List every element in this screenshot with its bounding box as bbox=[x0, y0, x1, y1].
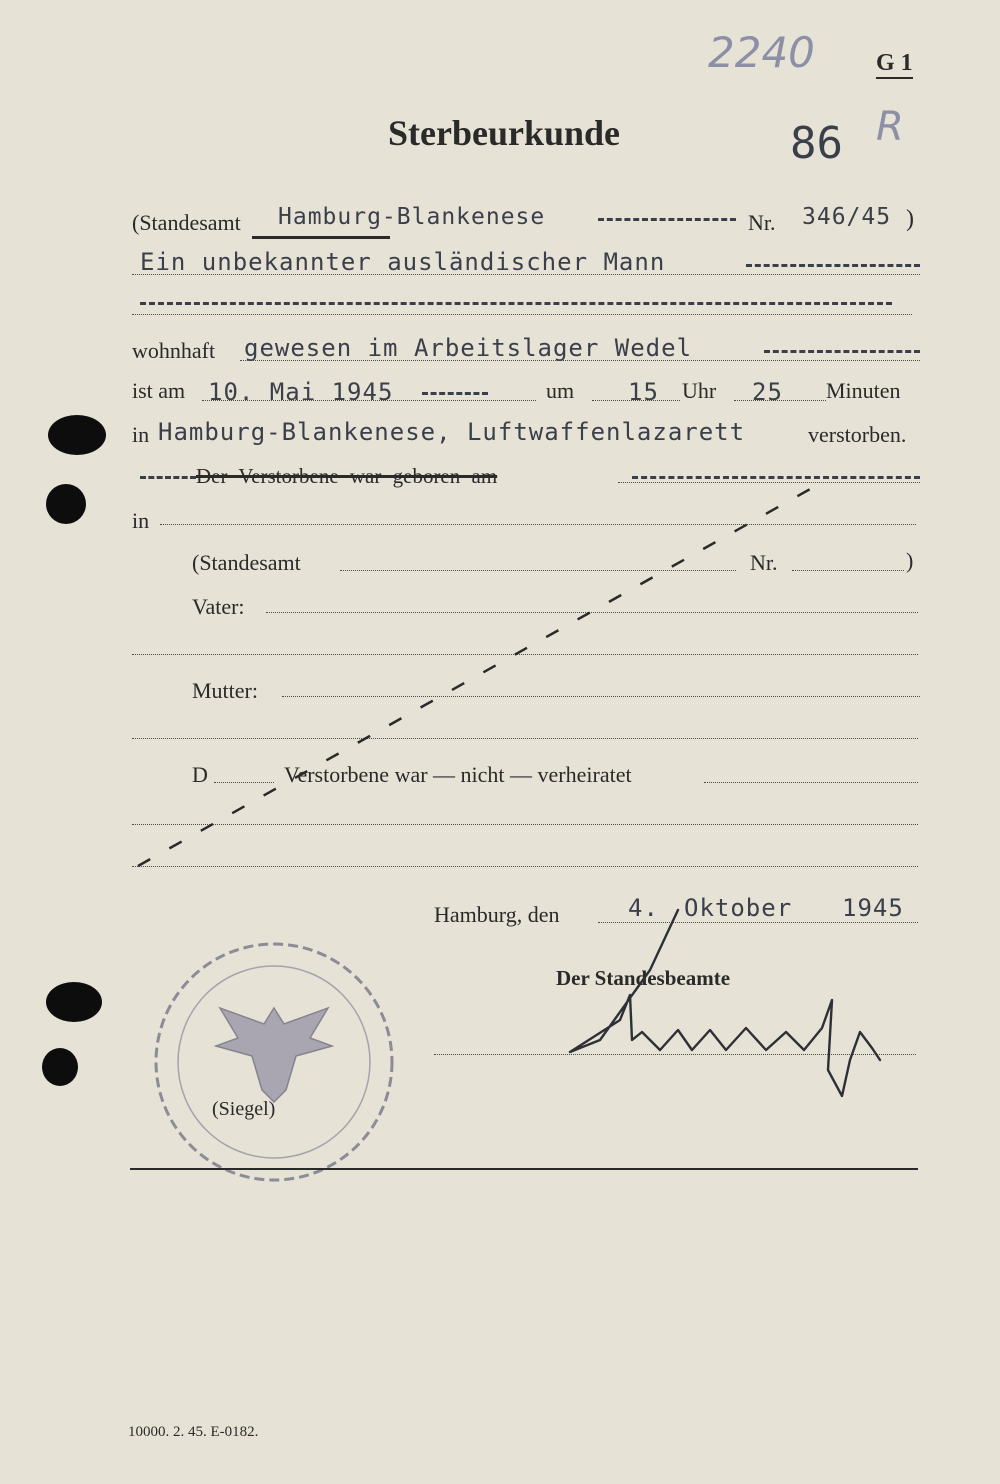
in-label: in bbox=[132, 508, 150, 533]
certificate-number: 86 bbox=[790, 118, 843, 169]
minuten-label: Minuten bbox=[826, 378, 901, 403]
register-number: 346/45 bbox=[802, 204, 892, 230]
d-label: D bbox=[192, 762, 208, 787]
standesamt-label: (Standesamt bbox=[132, 210, 241, 235]
margin-mark: R bbox=[876, 104, 904, 150]
residence-label: wohnhaft bbox=[132, 338, 216, 363]
close-paren: ) bbox=[906, 206, 914, 232]
born-line-struck: Der Verstorbene war geboren am bbox=[196, 464, 498, 488]
official-title: Der Standesbeamte bbox=[556, 966, 731, 990]
in-label: in bbox=[132, 422, 150, 447]
issue-year: 1945 bbox=[842, 894, 904, 922]
close-paren: ) bbox=[906, 548, 914, 573]
official-seal bbox=[150, 938, 400, 1188]
archive-number: 2240 bbox=[708, 28, 815, 77]
uhr-label: Uhr bbox=[682, 378, 717, 403]
place-date-label: Hamburg, den bbox=[434, 902, 560, 927]
form-code: G 1 bbox=[876, 50, 913, 79]
death-hour: 15 bbox=[628, 378, 659, 406]
bottom-rule bbox=[130, 1168, 918, 1170]
mutter-label: Mutter: bbox=[192, 678, 258, 703]
nr-label: Nr. bbox=[748, 210, 776, 235]
verstorben-label: verstorben. bbox=[808, 422, 907, 447]
handwritten-signature bbox=[560, 900, 900, 1110]
standesamt-label: (Standesamt bbox=[192, 550, 301, 575]
residence-value: gewesen im Arbeitslager Wedel bbox=[244, 334, 693, 362]
death-date: 10. Mai 1945 bbox=[208, 378, 394, 406]
death-place: Hamburg-Blankenese, Luftwaffenlazarett bbox=[158, 418, 746, 446]
ist-am-label: ist am bbox=[132, 378, 186, 403]
issue-month: Oktober bbox=[684, 894, 793, 922]
death-minute: 25 bbox=[752, 378, 783, 406]
um-label: um bbox=[546, 378, 575, 403]
seal-label: (Siegel) bbox=[212, 1098, 276, 1120]
marital-status-text: Verstorbene war — nicht — verheiratet bbox=[284, 762, 632, 787]
page-title: Sterbeurkunde bbox=[388, 113, 621, 153]
nr-label: Nr. bbox=[750, 550, 778, 575]
issue-day: 4. bbox=[628, 894, 659, 922]
print-code: 10000. 2. 45. E-0182. bbox=[128, 1424, 259, 1440]
vater-label: Vater: bbox=[192, 594, 245, 619]
registry-office: Hamburg-Blankenese bbox=[278, 204, 546, 230]
deceased-name: Ein unbekannter ausländischer Mann bbox=[140, 248, 666, 276]
